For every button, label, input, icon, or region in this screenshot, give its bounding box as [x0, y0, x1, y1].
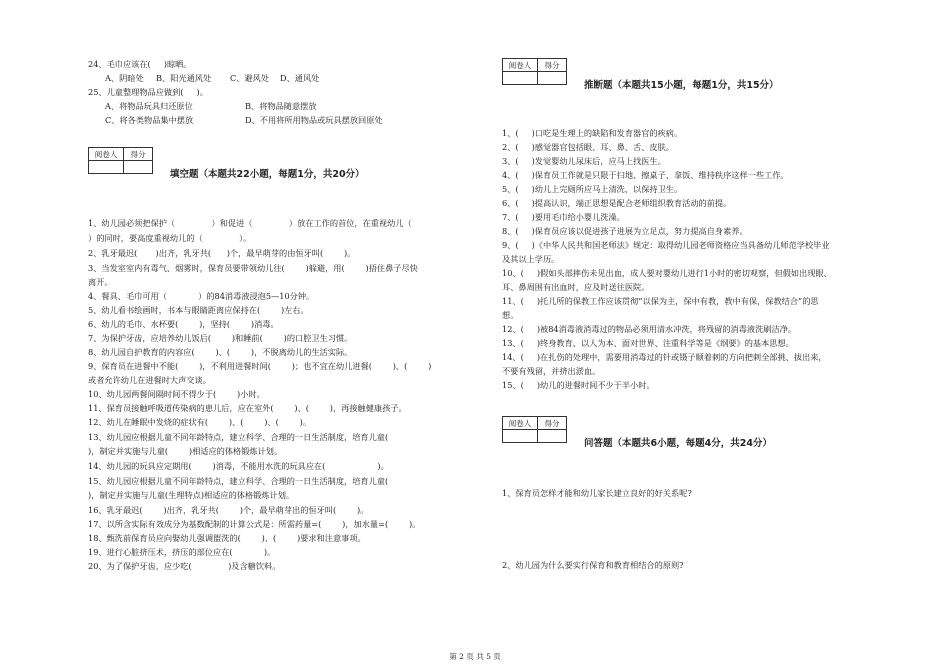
judge-line: 2、( )感觉器官包括眼、耳、鼻、舌、皮肤。 [502, 142, 674, 152]
judge-line: 11、( )托儿所的保教工作应该贯彻“以保为主，保中有教，教中有保，保教结合”的思 [502, 296, 819, 306]
judge-line: 7、( )要用毛巾给小婴儿洗澡。 [502, 212, 625, 222]
judge-line: 1、( )口吃是生理上的缺陷和发育器官的疾病。 [502, 128, 683, 138]
score-cell [538, 72, 567, 85]
q25-option-b: B、将物品随意摆放 [245, 101, 317, 111]
judge-line: 4、( )保育员工作就是只限于扫地、擦桌子、拿饭、维持秩序这样一些工作。 [502, 170, 789, 180]
fill-line: 18、甄洗前保育员应向娶幼儿强调盥洗的( )、( )要求和注意事项。 [88, 533, 366, 543]
judge-line: 10、( )假如头部摔伤未见出血，成人要对婴幼儿进行1小时的密切观察，但假如出现眼、 [502, 268, 832, 278]
fill-line: 8、幼儿园自护教育的内容应( )、( )，不脱离幼儿的生活实际。 [88, 347, 353, 357]
judge-line: 13、( )终身教育、以人为本、面对世界、注重科学等是《纲要》的基本思想。 [502, 338, 794, 348]
score-cell [538, 430, 567, 443]
judge-line: 想。 [502, 310, 519, 320]
fill-line: 14、幼儿园的玩具应定期用( )消毒，不能用水洗的玩具应在( )。 [88, 461, 389, 471]
section-title-judge: 推断题（本题共15小题，每题1分，共15分） [584, 80, 779, 91]
fill-line: 2、乳牙最迟( )出齐，乳牙共( )个，最早萌芽的由恒牙叫( )。 [88, 248, 356, 258]
reviewer-label: 阅卷人 [503, 417, 538, 430]
score-label: 得分 [124, 148, 153, 161]
fill-line: 4、餐具、毛巾可用（ ）的84消毒液浸泡5—10分钟。 [88, 291, 315, 301]
fill-line: 10、幼儿园两餐间隔时间不得少于( )小时。 [88, 389, 265, 399]
section-title-fill: 填空题（本题共22小题，每题1分，共20分） [170, 169, 365, 180]
question-24: 24、毛巾应该在( )晾晒。 [88, 59, 192, 69]
judge-line: 8、( )保育员应该以促进孩子进展为立足点，努力提高自身素养。 [502, 226, 748, 236]
question-25: 25、儿童整理物品应做到( )。 [88, 87, 208, 97]
judge-line: 6、( )提高认识，端正思想是配合老师组织教育活动的前提。 [502, 198, 732, 208]
q24-option-d: D、通风处 [280, 73, 320, 83]
score-box-fill [88, 147, 153, 174]
q24-option-a: A、阴暗处 [105, 73, 144, 83]
fill-line: 6、幼儿的毛巾、水杯要( )，坚持( )消毒。 [88, 319, 279, 329]
fill-line: 13、幼儿园应根据儿童不同年龄特点，建立科学、合理的一日生活制度，培育儿童( [88, 432, 389, 442]
reviewer-cell [503, 430, 538, 443]
score-box-judge [502, 58, 567, 85]
fill-line: 20、为了保护牙齿，应少吃( )及含糖饮料。 [88, 561, 281, 571]
fill-line: 离开。 [88, 277, 113, 287]
section-title-qa: 问答题（本题共6小题，每题4分，共24分） [584, 438, 772, 449]
judge-line: 耳、鼻周围有出血时，应及时送往医院。 [502, 282, 650, 292]
score-box-qa [502, 416, 567, 443]
q24-option-b: B、阳光通风处 [156, 73, 212, 83]
fill-line: 或者允许幼儿在进餐时大声交谈。 [88, 375, 211, 385]
score-label: 得分 [538, 417, 567, 430]
fill-line: 5、幼儿看书绘画时，书本与眼睛距离应保持在( )左右。 [88, 305, 309, 315]
fill-line: 19、进行心脏挤压术，挤压的部位应在( )。 [88, 547, 276, 557]
judge-line: 15、( )幼儿的进餐时间不少于半小时。 [502, 380, 655, 390]
fill-line: 7、为保护牙齿，应培养幼儿饭后( )和睡前( )的口腔卫生习惯。 [88, 333, 353, 343]
fill-line: )，制定并实施与儿童(生理特点)相适应的体格锻炼计划。 [88, 490, 295, 500]
qa-question-2: 2、幼儿园为什么要实行保育和教育相结合的原则? [502, 560, 684, 570]
judge-line: 不要有残留，并挤出淤血。 [502, 366, 601, 376]
fill-line: 17、以所含实际有效成分为基数配制的计算公式是：所需药量=( )，加水量=( )。 [88, 519, 421, 529]
judge-line: 12、( )被84消毒液消毒过的物品必须用清水冲洗，将残留的消毒液洗刷洁净。 [502, 324, 797, 334]
fill-line: 15、幼儿园应根据儿童不同年龄特点，建立科学、合理的一日生活制度，培育儿童( [88, 476, 389, 486]
judge-line: 3、( )发觉婴幼儿尿床后，应马上找医生。 [502, 156, 666, 166]
judge-line: 14、( )在扎伤的处理中，需要用消毒过的针或镊子顺着刺的方向把刺全部挑、拔出来， [502, 352, 827, 362]
q25-option-c: C、将各类物品集中摆放 [105, 115, 194, 125]
fill-line: 16、乳牙最迟( )出齐，乳牙共( )个，最早萌芽出的恒牙叫( )。 [88, 505, 369, 515]
q24-option-c: C、避风处 [230, 73, 270, 83]
qa-question-1: 1、保育员怎样才能和幼儿家长建立良好的好关系呢? [502, 488, 692, 498]
q25-option-d: D、不用将所用物品或玩具摆放回原处 [245, 115, 383, 125]
fill-line: )，制定并实施与儿童( )相适应的体格锻炼计划。 [88, 446, 283, 456]
fill-line: 9、保育员在进餐中不能( )，不利用进餐时间( )；也不宜在幼儿进餐( )、( ) [88, 361, 432, 371]
reviewer-cell [89, 161, 124, 174]
q25-option-a: A、将物品玩具归还原位 [105, 101, 193, 111]
page-footer: 第 2 页 共 5 页 [449, 652, 501, 661]
score-cell [124, 161, 153, 174]
reviewer-cell [503, 72, 538, 85]
score-label: 得分 [538, 59, 567, 72]
judge-line: 9、( )《中华人民共和国老师法》规定：取得幼儿园老师资格应当具备幼儿师范学校毕业 [502, 240, 830, 250]
fill-line: 12、幼儿在睡眠中发烧的症状有( )、( )、( )。 [88, 417, 312, 427]
judge-line: 及其以上学历。 [502, 254, 560, 264]
reviewer-label: 阅卷人 [503, 59, 538, 72]
judge-line: 5、( )幼儿上完厕所应马上清洗，以保持卫生。 [502, 184, 683, 194]
fill-line: 11、保育员接触呼吸道传染病的患儿后，应在室外( )、( )，再接触健康孩子。 [88, 403, 407, 413]
fill-line: 1、幼儿园必须把保护（ ）和促进（ ）放在工作的首位，在重视幼儿（ [88, 218, 412, 228]
reviewer-label: 阅卷人 [89, 148, 124, 161]
fill-line: ）的同时，要高度重视幼儿的（ ）。 [88, 233, 252, 243]
fill-line: 3、当发室室内有毒气、烟雾时，保育员要带领幼儿往( )躲避，用( )捂住鼻子尽快 [88, 263, 418, 273]
